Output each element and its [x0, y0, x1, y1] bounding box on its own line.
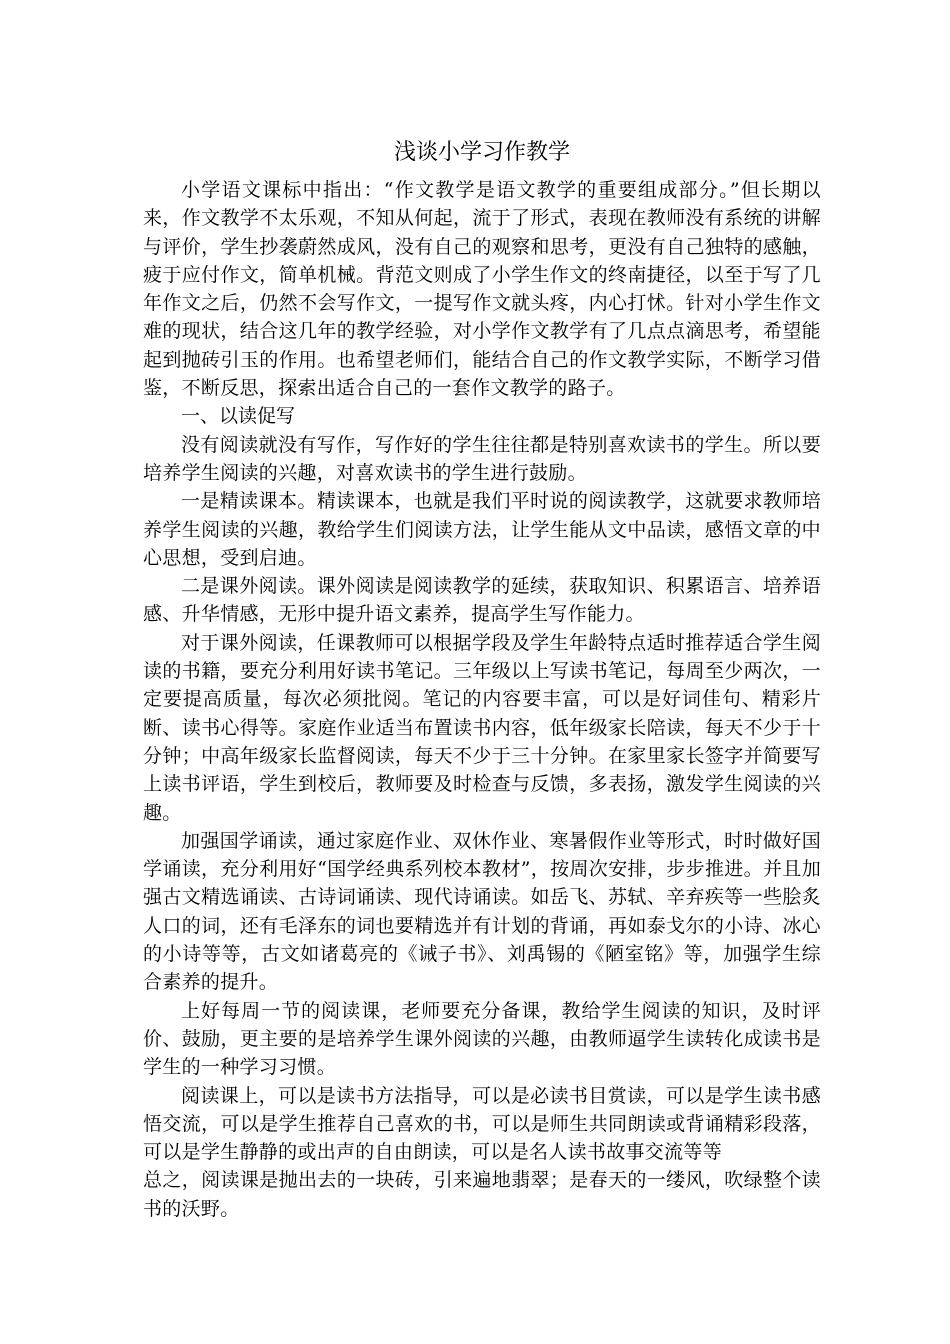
body-paragraph: 二是课外阅读。课外阅读是阅读教学的延续，获取知识、积累语言、培养语感、升华情感，无形中提升语文素养，提高学生写作能力。	[143, 575, 821, 626]
intro-paragraph: 小学语文课标中指出：“作文教学是语文教学的重要组成部分。”但长期以来，作文教学不太乐观，不知从何起，流于了形式，表现在教师没有系统的讲解与评价，学生抄袭蔚然成风，没有自己的观察和思考，更没有自己独特的感触，疲于应付作文，简单机械。背范文则成了小学生作文的终南捷径，以至于写了几年作文之后，仍然不会写作文，一提写作文就头疼，内心打怵。针对小学生作文难的现状，结合这几年的教学经验，对小学作文教学有了几点点滴思考，希望能起到抛砖引玉的作用。也希望老师们，能结合自己的作文教学实际，不断学习借鉴，不断反思，探索出适合自己的一套作文教学的路子。	[143, 179, 821, 400]
body-paragraph: 阅读课上，可以是读书方法指导，可以是必读书目赏读，可以是学生读书感悟交流，可以是学生推荐自己喜欢的书，可以是师生共同朗读或背诵精彩段落，可以是学生静静的或出声的自由朗读，可以是名人读书故事交流等等	[143, 1084, 821, 1164]
conclusion-paragraph: 总之，阅读课是抛出去的一块砖，引来遍地翡翠；是春天的一缕风，吹绿整个读书的沃野。	[143, 1169, 821, 1220]
body-paragraph: 上好每周一节的阅读课，老师要充分备课，教给学生阅读的知识，及时评价、鼓励，更主要的是培养学生课外阅读的兴趣，由教师逼学生读转化成读书是学生的一种学习习惯。	[143, 999, 821, 1079]
section-heading: 一、以读促写	[181, 405, 296, 428]
body-paragraph: 加强国学诵读，通过家庭作业、双休作业、寒暑假作业等形式，时时做好国学诵读，充分利用好“国学经典系列校本教材”，按周次安排，步步推进。并且加强古文精选诵读、古诗词诵读、现代诗诵读。如岳飞、苏轼、辛弃疾等一些脍炙人口的词，还有毛泽东的词也要精选并有计划的背诵，再如泰戈尔的小诗、冰心的小诗等等，古文如诸葛亮的《诫子书》、刘禹锡的《陋室铭》等，加强学生综合素养的提升。	[143, 829, 821, 994]
body-paragraph: 没有阅读就没有写作，写作好的学生往往都是特别喜欢读书的学生。所以要培养学生阅读的兴趣，对喜欢读书的学生进行鼓励。	[143, 433, 821, 484]
document-page	[143, 136, 821, 1223]
document-title: 浅谈小学习作教学	[393, 140, 570, 165]
body-paragraph: 对于课外阅读，任课教师可以根据学段及学生年龄特点适时推荐适合学生阅读的书籍，要充分利用好读书笔记。三年级以上写读书笔记，每周至少两次，一定要提高质量，每次必须批阅。笔记的内容要丰富，可以是好词佳句、精彩片断、读书心得等。家庭作业适当布置读书内容，低年级家长陪读，每天不少于十分钟；中高年级家长监督阅读，每天不少于三十分钟。在家里家长签字并简要写上读书评语，学生到校后，教师要及时检查与反馈，多表扬，激发学生阅读的兴趣。	[143, 631, 821, 824]
body-paragraph: 一是精读课本。精读课本，也就是我们平时说的阅读教学，这就要求教师培养学生阅读的兴趣，教给学生们阅读方法，让学生能从文中品读，感悟文章的中心思想，受到启迪。	[143, 490, 821, 569]
